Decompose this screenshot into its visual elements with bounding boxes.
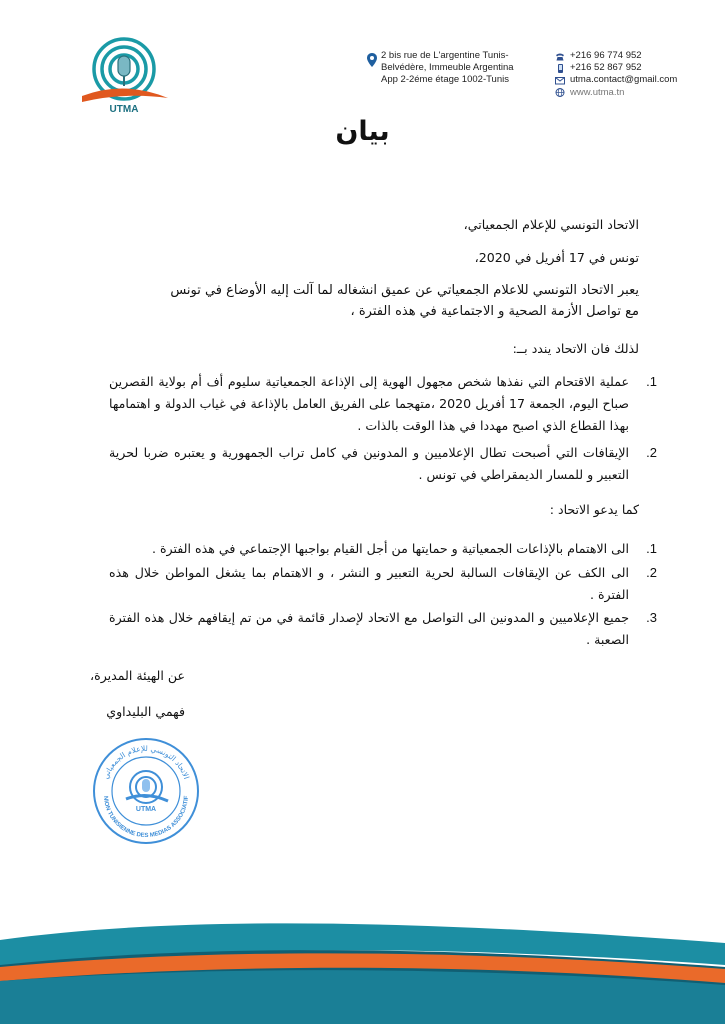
contact-email bbox=[555, 74, 677, 86]
address-line: App 2-2éme étage 1002-Tunis bbox=[381, 74, 509, 86]
stamp-arc-bottom: NION TUNISIENNE DES MEDIAS ASSOCIATIF bbox=[101, 795, 191, 840]
location-pin-icon bbox=[367, 52, 377, 66]
phone-icon bbox=[555, 52, 565, 61]
mobile-number: +216 52 867 952 bbox=[570, 62, 642, 74]
signoff: عن الهيئة المديرة، bbox=[90, 668, 185, 683]
call-item bbox=[109, 607, 657, 651]
contact-web bbox=[555, 87, 677, 99]
signatory-name: فهمي البليداوي bbox=[106, 704, 185, 719]
logo-text: UTMA bbox=[109, 104, 139, 115]
date-line: تونس في 17 أفريل في 2020، bbox=[474, 250, 639, 265]
list-item-text: الى الاهتمام بالإذاعات الجمعياتية و حمايتها من أجل القيام بواجبها الإجتماعي في هذه الفترة . bbox=[151, 541, 629, 556]
contact-mobile bbox=[555, 62, 677, 74]
list-item-text: الى الكف عن الإيقافات السالبة لحرية التعبير و النشر ، و الاهتمام بما يشغل المواطن خلال هذه الفترة . bbox=[109, 565, 629, 602]
call-item bbox=[109, 538, 657, 560]
official-stamp bbox=[90, 735, 202, 847]
footer-wave bbox=[0, 905, 725, 1024]
stamp-arc-top: الاتحاد التونسي للإعلام الجمعياتي bbox=[101, 743, 192, 781]
contact-block bbox=[555, 50, 677, 99]
condemn-item bbox=[109, 442, 657, 486]
phone-number: +216 96 774 952 bbox=[570, 50, 642, 61]
call-heading: كما يدعو الاتحاد : bbox=[549, 502, 639, 517]
list-number: .1 bbox=[646, 374, 657, 389]
address-line: 2 bis rue de L'argentine Tunis- bbox=[381, 50, 509, 61]
utma-logo bbox=[78, 36, 170, 118]
list-item-text: الإيقافات التي أصبحت تطال الإعلاميين و المدونين في كامل تراب الجمهورية و يعتبره ضربا لحرية التعبير و للمسار الديمقراطي في تونس . bbox=[109, 445, 629, 482]
web-icon bbox=[555, 88, 565, 97]
call-item bbox=[109, 562, 657, 606]
list-number: .2 bbox=[646, 445, 657, 460]
address-block bbox=[381, 50, 514, 87]
condemn-heading: لذلك فان الاتحاد يندد بــ: bbox=[512, 341, 639, 356]
intro-line: يعبر الاتحاد التونسي للاعلام الجمعياتي عن عميق انشغاله لما آلت إليه الأوضاع في تونس bbox=[170, 283, 639, 298]
addressee: الاتحاد التونسي للإعلام الجمعياتي، bbox=[463, 217, 639, 232]
stamp-center-text: UTMA bbox=[135, 806, 157, 813]
list-item-text: عملية الاقتحام التي نفذها شخص مجهول الهوية إلى الإذاعة الجمعياتية سليوم أف أم بولاية القصرين صباح اليوم، الجمعة 17 أفريل 2020 ،متهجما على الفريق العامل بالإذاعة في غياب الدولة و اهتمامها بهذا القطاع الذي اصبح مهددا في هذا الوقت بالذات . bbox=[109, 374, 629, 433]
contact-phone bbox=[555, 50, 677, 62]
mobile-icon bbox=[555, 64, 565, 73]
condemn-item bbox=[109, 371, 657, 437]
email-icon bbox=[555, 76, 565, 85]
website-url[interactable]: www.utma.tn bbox=[570, 86, 625, 98]
document-title: بيان bbox=[335, 116, 390, 147]
list-item-text: جميع الإعلاميين و المدونين الى التواصل مع الاتحاد لإصدار قائمة في من تم إيقافهم خلال هذه الفترة الصعبة . bbox=[109, 610, 629, 647]
list-number: .2 bbox=[646, 565, 657, 580]
address-line: Belvédère, Immeuble Argentina bbox=[381, 62, 514, 74]
list-number: .1 bbox=[646, 541, 657, 556]
list-number: .3 bbox=[646, 610, 657, 625]
email-address[interactable]: utma.contact@gmail.com bbox=[570, 74, 678, 86]
intro-line: مع تواصل الأزمة الصحية و الاجتماعية في هذه الفترة ، bbox=[350, 304, 639, 319]
